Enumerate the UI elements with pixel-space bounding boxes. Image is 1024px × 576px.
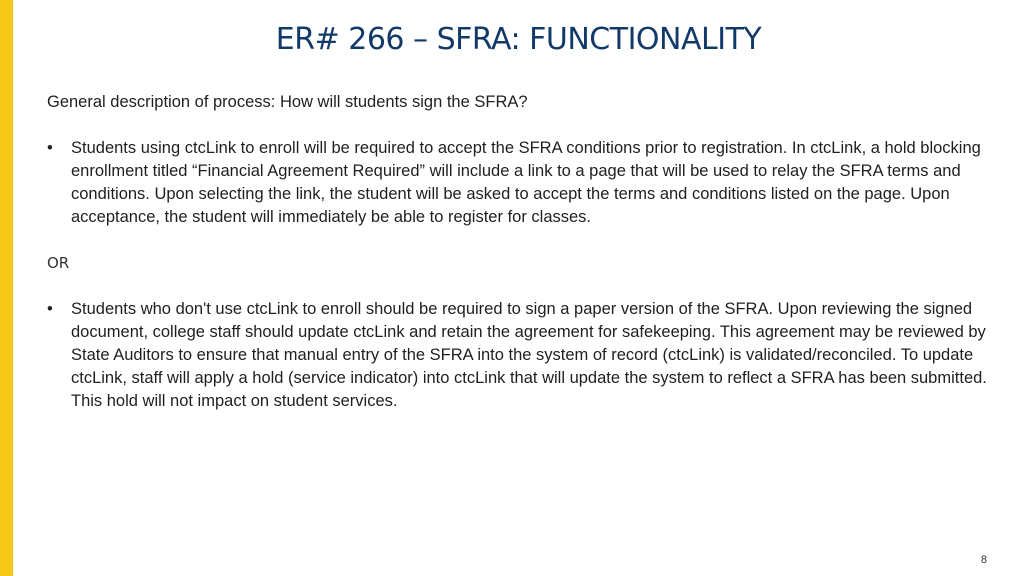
bullet-item <box>47 298 1012 413</box>
page-number: 8 <box>980 554 987 566</box>
bullet-item <box>47 137 1012 229</box>
or-separator: OR <box>47 254 70 272</box>
slide-title: ER# 266 – SFRA: FUNCTIONALITY <box>275 22 762 57</box>
accent-bar <box>0 0 13 576</box>
slide-body <box>47 91 1012 413</box>
bullet-icon: • <box>47 139 53 157</box>
bullet-icon: • <box>47 300 53 318</box>
bullet-text: Students who don't use ctcLink to enroll should be required to sign a paper version of the SFRA. Upon reviewing the signed document, college staff should update ctcLink and retain the agreement for safekeeping. This agreement may be reviewed by State Auditors to ensure that manual entry of the SFRA into the system of record (ctcLink) is validated/reconciled. To update ctcLink, staff will apply a hold (service indicator) into ctcLink that will update the system to reflect a SFRA has been submitted. This hold will not impact on student services. <box>71 300 987 410</box>
bullet-text: Students using ctcLink to enroll will be required to accept the SFRA conditions prior to registration. In ctcLink, a hold blocking enrollment titled “Financial Agreement Required” will include a link to a page that will be used to relay the SFRA terms and conditions. Upon selecting the link, the student will be asked to accept the terms and conditions listed on the page. Upon acceptance, the student will immediately be able to register for classes. <box>71 139 981 226</box>
intro-text: General description of process: How will students sign the SFRA? <box>47 93 528 111</box>
